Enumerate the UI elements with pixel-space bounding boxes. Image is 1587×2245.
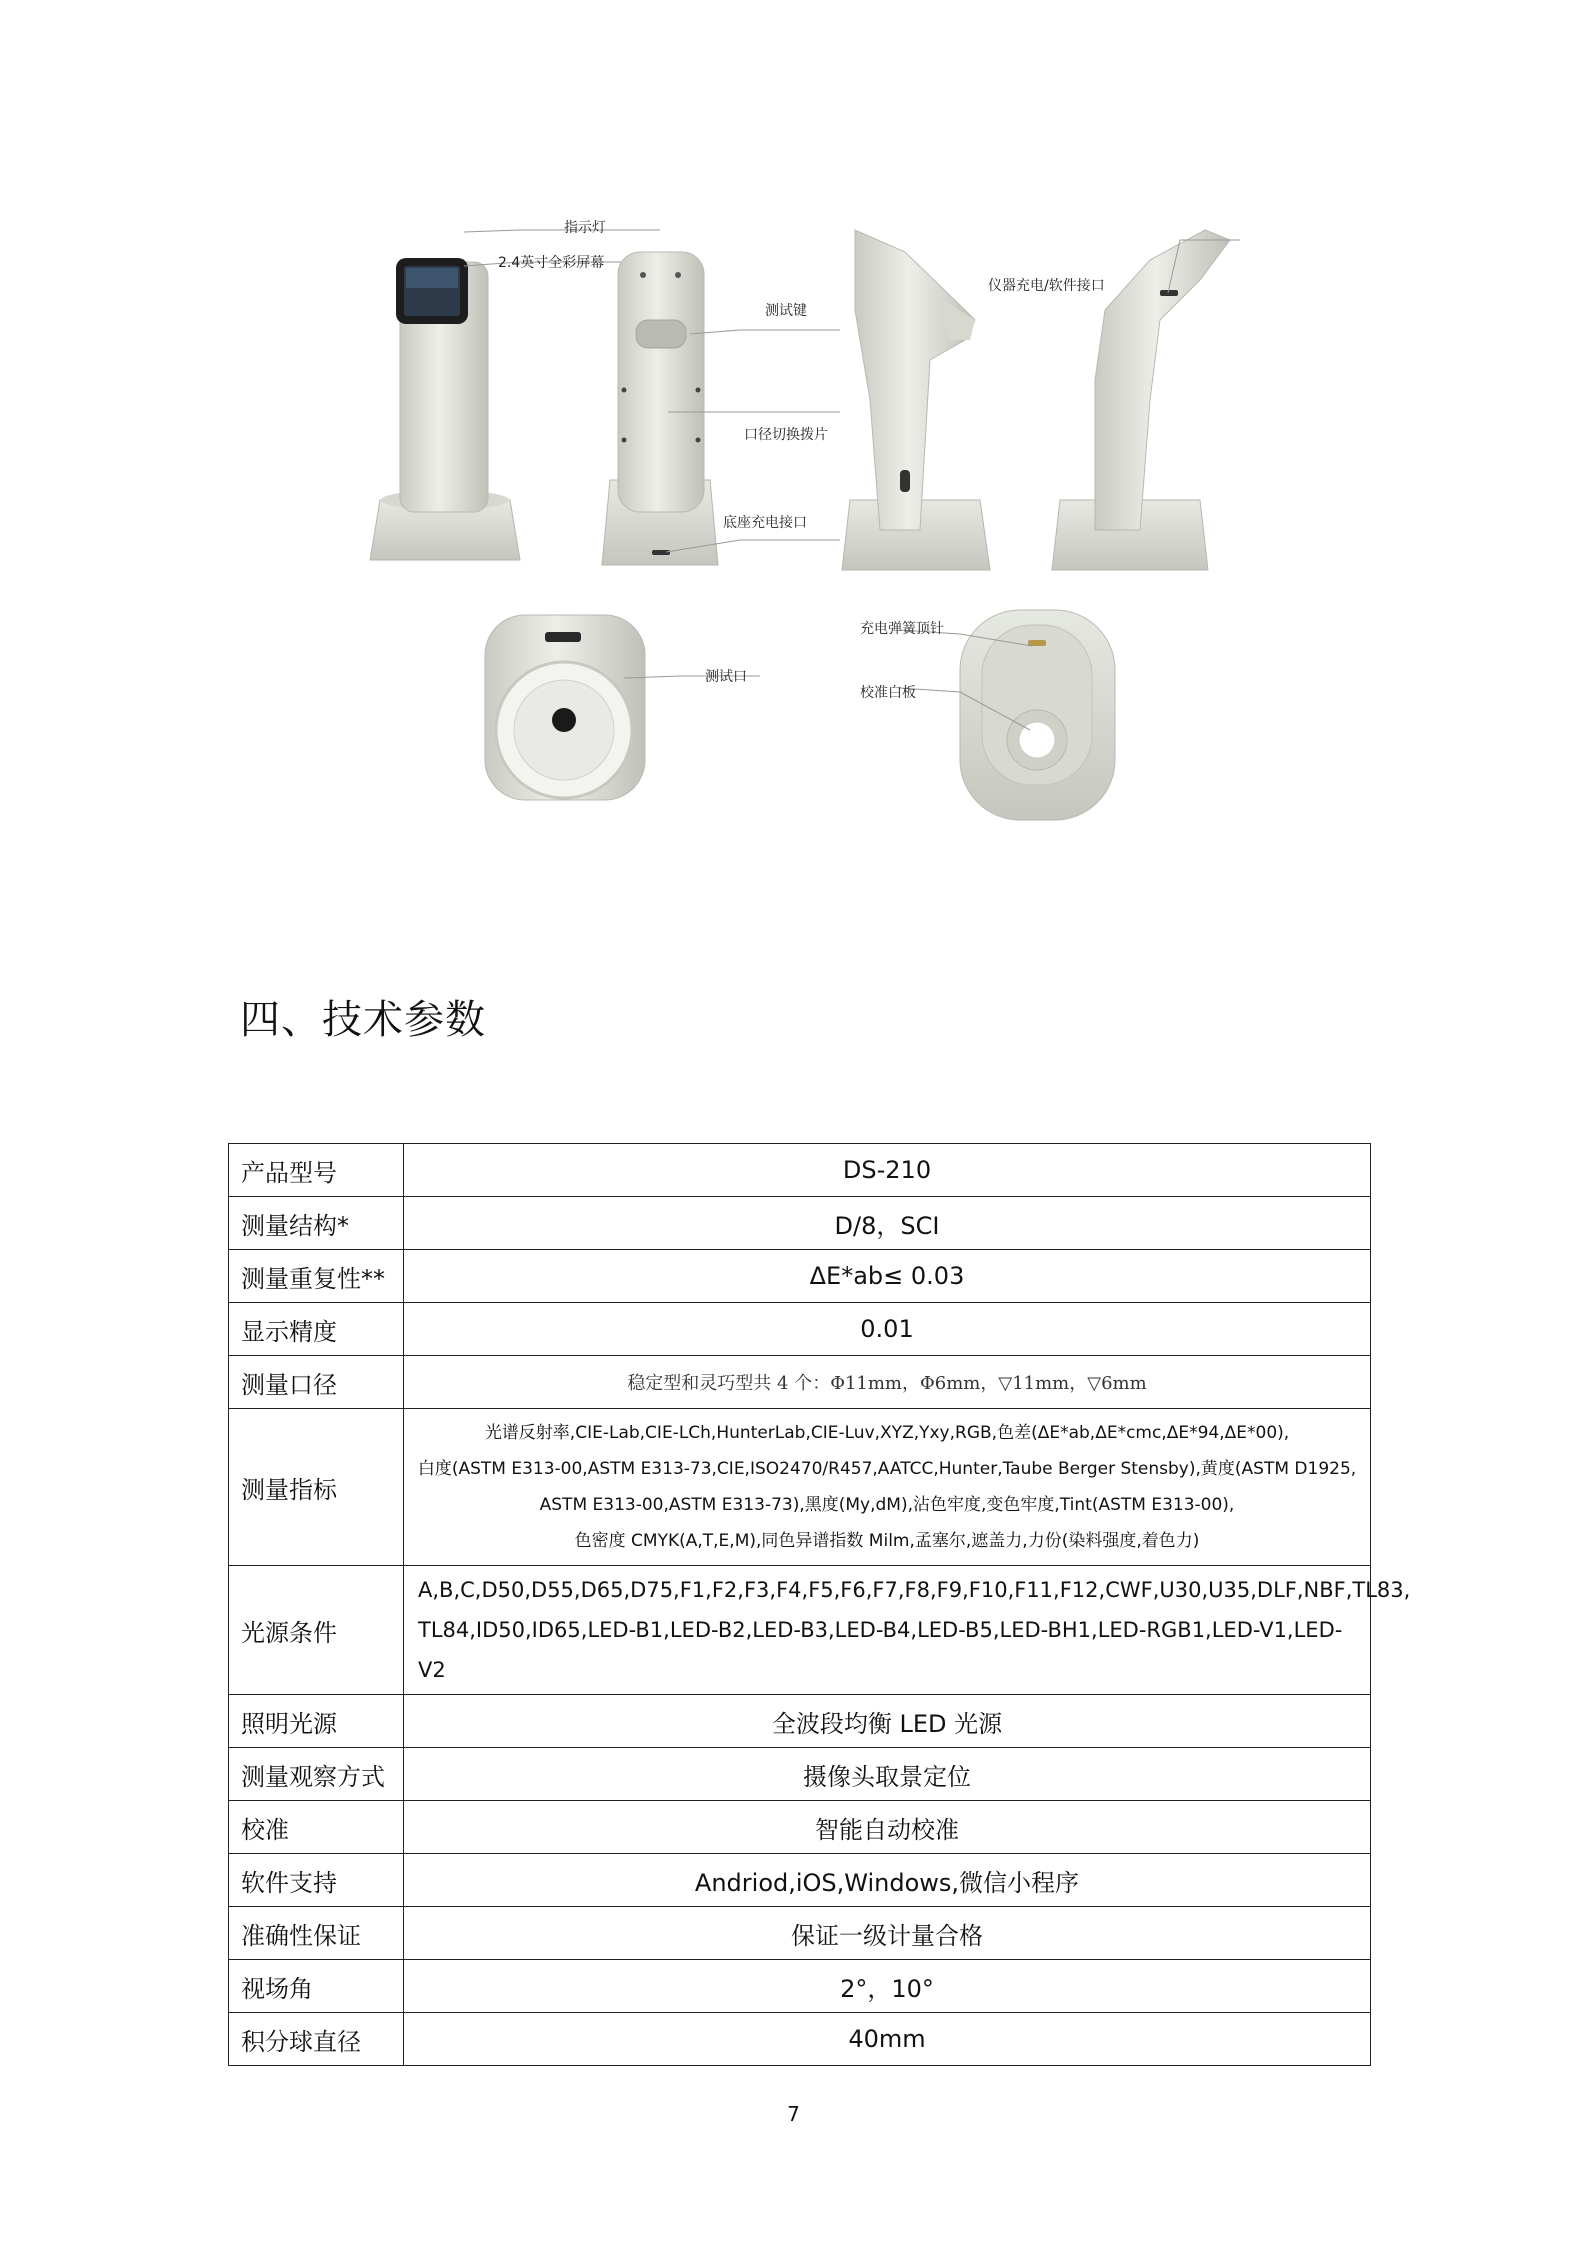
table-row	[229, 1907, 1371, 1960]
row-value: ΔE*ab≤ 0.03	[404, 1250, 1371, 1303]
row-label: 校准	[229, 1801, 404, 1854]
side-view-device-left	[842, 230, 990, 570]
table-row	[229, 1748, 1371, 1801]
callout-screen: 2.4英寸全彩屏幕	[498, 255, 605, 271]
page-number: 7	[787, 2102, 800, 2126]
row-label: 测量结构*	[229, 1197, 404, 1250]
row-label: 测量重复性**	[229, 1250, 404, 1303]
table-row	[229, 1197, 1371, 1250]
front-view-device	[370, 258, 520, 560]
row-label: 测量指标	[229, 1409, 404, 1566]
table-row	[229, 1144, 1371, 1197]
table-row	[229, 1801, 1371, 1854]
callout-port: 仪器充电/软件接口	[988, 278, 1105, 294]
row-value-line: 光谱反射率,CIE-Lab,CIE-LCh,HunterLab,CIE-Luv,XYZ,Yxy,RGB,色差(ΔE*ab,ΔE*cmc,ΔE*94,ΔE*00),	[484, 1423, 1290, 1443]
back-view-device	[602, 252, 718, 565]
callout-spring-pin: 充电弹簧顶针	[860, 621, 944, 637]
bottom-view-device	[485, 615, 645, 800]
row-value-line: TL84,ID50,ID65,LED-B1,LED-B2,LED-B3,LED-B4,LED-B5,LED-BH1,LED-RGB1,LED-V1,LED-V2	[418, 1618, 1343, 1682]
row-value: 智能自动校准	[404, 1801, 1371, 1854]
table-row	[229, 1250, 1371, 1303]
product-figure	[360, 200, 1240, 860]
table-row	[229, 1854, 1371, 1907]
row-label: 产品型号	[229, 1144, 404, 1197]
row-value-line: 白度(ASTM E313-00,ASTM E313-73,CIE,ISO2470/R457,AATCC,Hunter,Taube Berger Stensby),黄度(ASTM D1925,	[417, 1459, 1357, 1479]
row-value: 0.01	[404, 1303, 1371, 1356]
row-value: 稳定型和灵巧型共 4 个：Φ11mm，Φ6mm，▽11mm，▽6mm	[404, 1356, 1371, 1409]
callout-test-port: 测试口	[705, 669, 747, 685]
callout-aperture-switch: 口径切换拨片	[744, 427, 828, 443]
row-value: 摄像头取景定位	[404, 1748, 1371, 1801]
row-label: 积分球直径	[229, 2013, 404, 2066]
row-value-line: ASTM E313-00,ASTM E313-73),黑度(My,dM),沾色牢度,变色牢度,Tint(ASTM E313-00),	[539, 1495, 1235, 1515]
row-label: 软件支持	[229, 1854, 404, 1907]
row-value: 保证一级计量合格	[404, 1907, 1371, 1960]
row-value: D/8，SCI	[404, 1197, 1371, 1250]
table-row	[229, 1409, 1371, 1566]
table-row	[229, 1356, 1371, 1409]
charging-base-top-view	[960, 610, 1115, 820]
row-value: 2°，10°	[404, 1960, 1371, 2013]
table-row	[229, 1695, 1371, 1748]
spec-table	[228, 1143, 1411, 2066]
section-title: 四、技术参数	[240, 997, 486, 1043]
callout-indicator: 指示灯	[564, 220, 606, 236]
row-value: 40mm	[404, 2013, 1371, 2066]
row-label: 测量观察方式	[229, 1748, 404, 1801]
row-value-line: A,B,C,D50,D55,D65,D75,F1,F2,F3,F4,F5,F6,F7,F8,F9,F10,F11,F12,CWF,U30,U35,DLF,NBF,TL83,	[418, 1578, 1411, 1602]
table-row	[229, 2013, 1371, 2066]
table-row	[229, 1960, 1371, 2013]
row-label: 显示精度	[229, 1303, 404, 1356]
table-row	[229, 1566, 1371, 1695]
row-value-line: 色密度 CMYK(A,T,E,M),同色异谱指数 Milm,孟塞尔,遮盖力,力份(染料强度,着色力)	[574, 1531, 1200, 1551]
row-value: 全波段均衡 LED 光源	[404, 1695, 1371, 1748]
table-row	[229, 1303, 1371, 1356]
row-value: Andriod,iOS,Windows,微信小程序	[404, 1854, 1371, 1907]
row-label: 准确性保证	[229, 1907, 404, 1960]
row-label: 视场角	[229, 1960, 404, 2013]
row-label: 测量口径	[229, 1356, 404, 1409]
row-value-multiline	[404, 1566, 1411, 1695]
callout-base-port: 底座充电接口	[723, 515, 807, 531]
row-value: DS-210	[404, 1144, 1371, 1197]
row-value-multiline	[404, 1409, 1371, 1566]
row-label: 照明光源	[229, 1695, 404, 1748]
callout-test-key: 测试键	[765, 303, 807, 319]
callout-white-board: 校准白板	[860, 685, 916, 701]
row-label: 光源条件	[229, 1566, 404, 1695]
